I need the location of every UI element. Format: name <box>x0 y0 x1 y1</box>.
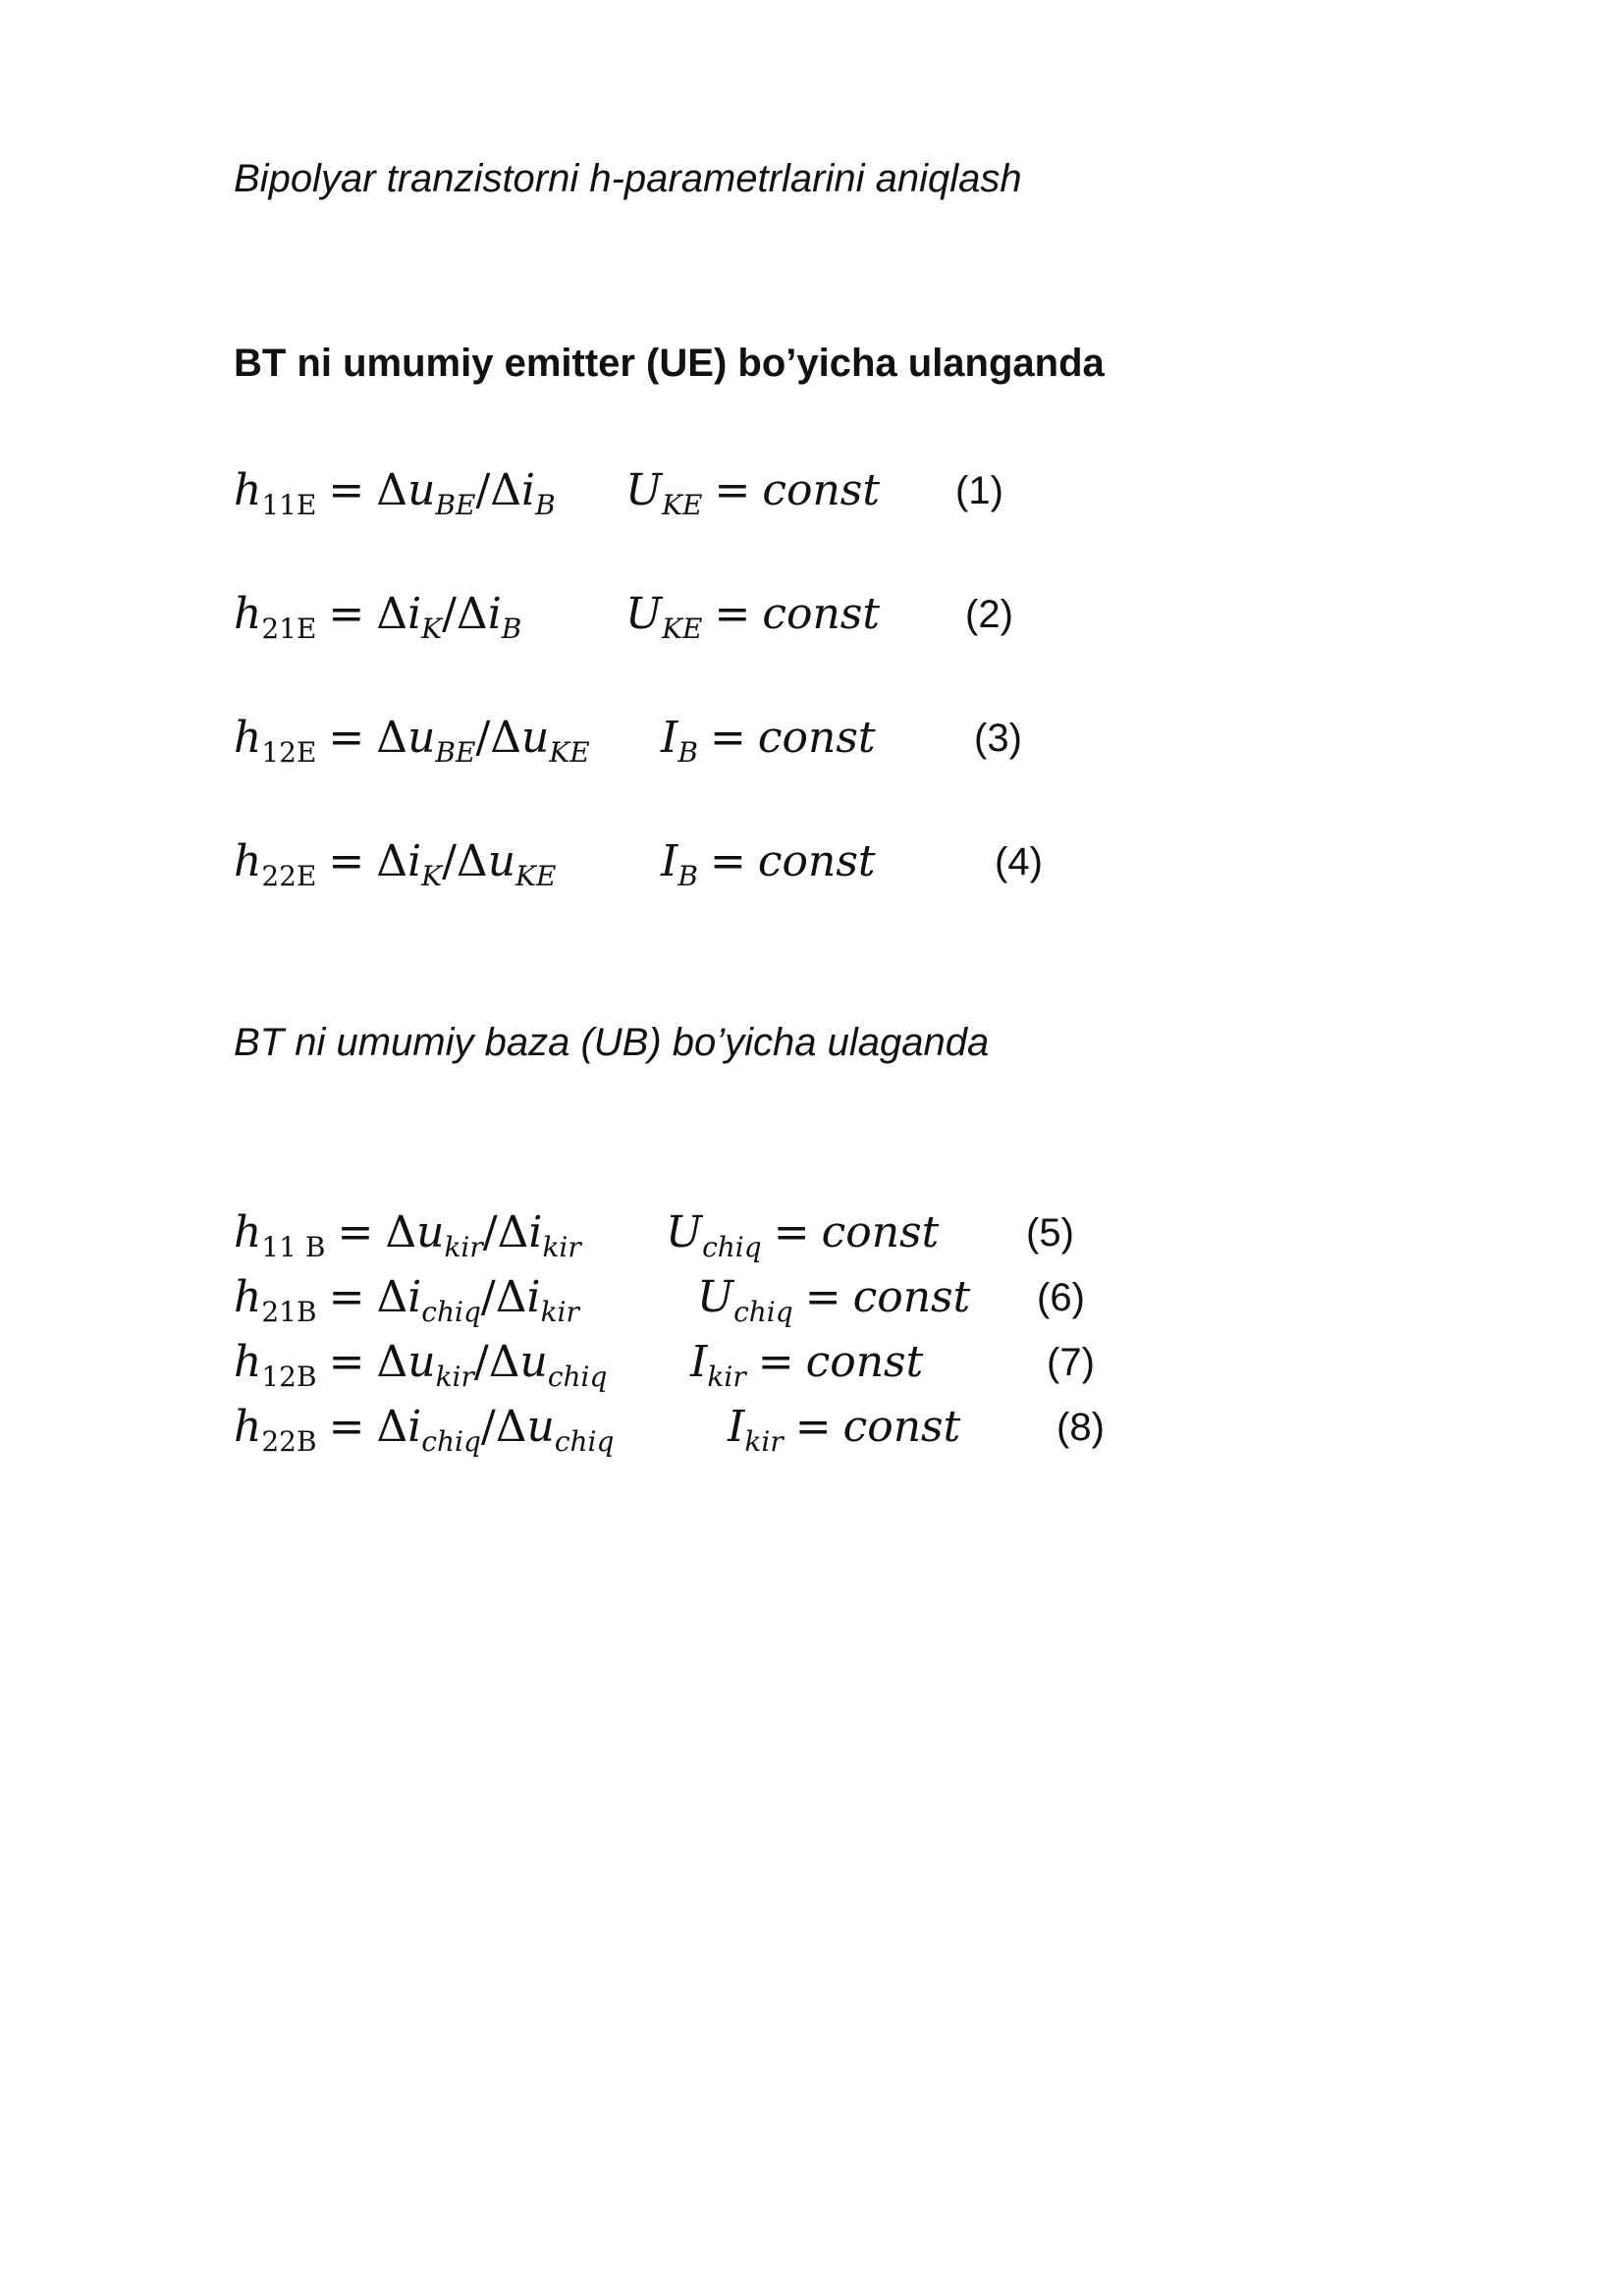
equation-3 <box>0 709 1624 768</box>
equation-7 <box>0 1333 1624 1392</box>
equation-1-condition: $U_{KE}$ = const <box>625 465 881 521</box>
equation-2-expression: $h_{21E} = \Delta i_K/\Delta i_B$ <box>234 589 522 645</box>
equation-8-condition: $I_{kir}$ = const <box>728 1402 961 1458</box>
equation-4-number: (4) <box>995 840 1043 883</box>
equation-7-expression: $h_{12B} = \Delta u_{kir}/\Delta u_{chiq}$ <box>234 1337 608 1393</box>
equation-2 <box>0 585 1624 644</box>
equation-2-number: (2) <box>965 593 1013 636</box>
equation-7-condition: $I_{kir}$ = const <box>690 1337 924 1393</box>
equation-3-number: (3) <box>974 717 1022 760</box>
equation-8-number: (8) <box>1056 1406 1105 1449</box>
section-heading-ub: BT ni umumiy baza (UB) bo’yicha ulaganda <box>234 1021 990 1064</box>
equation-1-number: (1) <box>955 469 1003 512</box>
equation-8 <box>0 1398 1624 1457</box>
equation-7-number: (7) <box>1047 1341 1095 1384</box>
equation-4 <box>0 832 1624 891</box>
document-title: Bipolyar tranzistorni h-parametrlarini aniqlash <box>234 157 1022 200</box>
equation-1-expression: $h_{11E} = \Delta u_{BE}/\Delta i_B$ <box>234 465 556 521</box>
equation-6-expression: $h_{21B} = \Delta i_{chiq}/\Delta i_{kir}$ <box>234 1272 579 1328</box>
equation-6-condition: $U_{chiq}$ = const <box>697 1272 971 1328</box>
equation-6-number: (6) <box>1037 1276 1085 1319</box>
equation-3-expression: $h_{12E} = \Delta u_{BE}/\Delta u_{KE}$ <box>234 713 590 769</box>
equation-5-condition: $U_{chiq}$ = const <box>666 1207 940 1263</box>
equation-6 <box>0 1268 1624 1327</box>
equation-5-number: (5) <box>1026 1211 1074 1255</box>
equation-4-condition: $I_B$ = const <box>661 836 876 892</box>
equation-5 <box>0 1203 1624 1262</box>
equation-3-condition: $I_B$ = const <box>661 713 876 769</box>
equation-1 <box>0 461 1624 520</box>
section-heading-ue: BT ni umumiy emitter (UE) bo’yicha ulanganda <box>234 342 1105 385</box>
equation-8-expression: $h_{22B} = \Delta i_{chiq}/\Delta u_{chiq}$ <box>234 1402 615 1458</box>
equation-5-expression: $h_{11 B} = \Delta u_{kir}/\Delta i_{kir}$ <box>234 1207 581 1263</box>
equation-2-condition: $U_{KE}$ = const <box>625 589 881 645</box>
equation-4-expression: $h_{22E} = \Delta i_K/\Delta u_{KE}$ <box>234 836 557 892</box>
